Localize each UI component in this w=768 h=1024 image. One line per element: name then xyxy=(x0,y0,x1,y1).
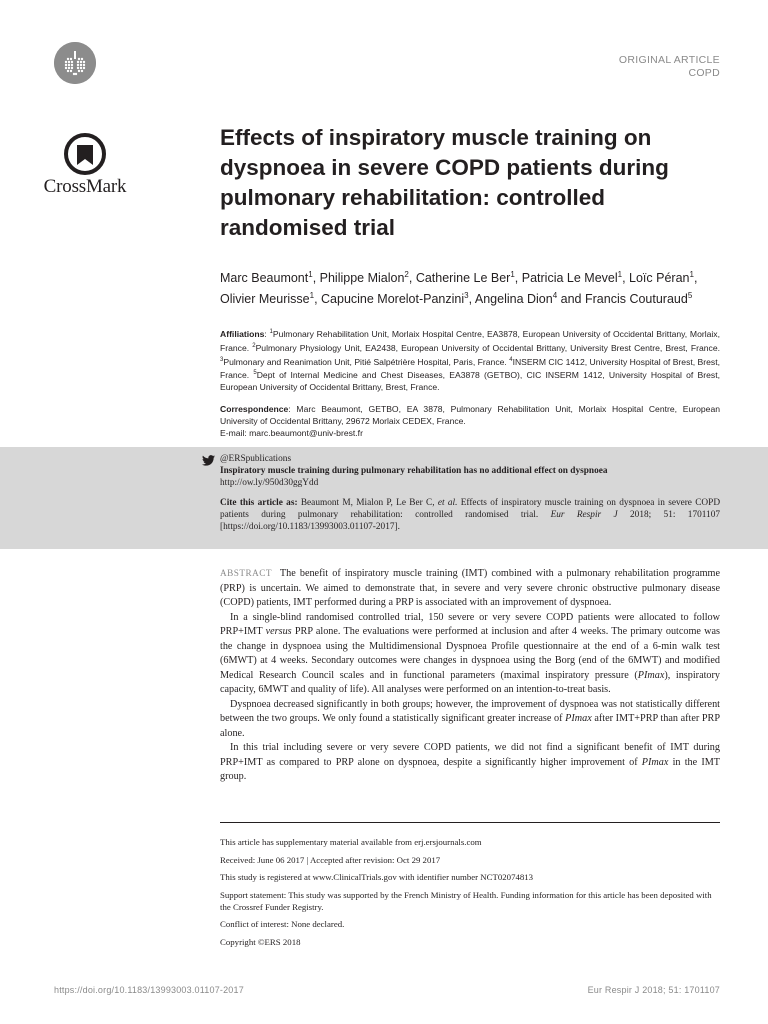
affiliations-label: Affiliations xyxy=(220,328,265,339)
citation xyxy=(220,497,720,533)
article-title: Effects of inspiratory muscle training on dyspnoea in severe COPD patients during pulmonary rehabilitation: controlled randomised trial xyxy=(220,125,669,240)
citation-label: Cite this article as: xyxy=(220,498,298,508)
crossmark-label: CrossMark xyxy=(43,176,127,197)
author-name: Philippe Mialon$^2$ xyxy=(319,270,409,286)
section-divider xyxy=(220,822,720,823)
author-conjunction: and xyxy=(560,292,582,307)
correspondence-email[interactable]: E-mail: marc.beaumont@univ-brest.fr xyxy=(220,428,363,438)
article-notes xyxy=(220,836,720,953)
abstract-paragraph xyxy=(220,698,720,742)
article-type-label: ORIGINAL ARTICLE xyxy=(618,54,720,66)
twitter-handle[interactable]: @ERSpublications xyxy=(220,454,292,464)
abstract-pimax: PImax xyxy=(637,669,665,681)
tweet-link[interactable]: http://ow.ly/950d30ggYdd xyxy=(220,478,319,488)
citation-journal: Eur Respir J xyxy=(550,510,618,520)
affiliation-text: Dept of Internal Medicine and Chest Diseases, EA3878 (GETBO), CIC INSERM 1412, University Hospital of Brest, European University of Occidental Brittany, Brest, France. xyxy=(220,370,720,393)
crossmark-icon xyxy=(64,133,106,175)
tweet-text: Inspiratory muscle training during pulmonary rehabilitation has no additional effect on dyspnoea xyxy=(220,466,608,476)
abstract-p2b-text: PRP alone. The evaluations were performed at inclusion and after 4 weeks. The primary outcome was the change in dyspnoea using the Multidimensional Dyspnoea Profile questionnaire at the end of a 6-min walk test (6MWT) at 4 weeks. Secondary outcomes were changes in dyspnoea using the Borg (end of the 6MWT) and modified Medical Research Council scales and in functional parameters (maximal inspiratory pressure ( xyxy=(220,626,721,681)
author-affiliation-marker: 1 xyxy=(308,270,313,279)
summary-band-content xyxy=(220,453,720,533)
footer-journal: Eur Respir J 2018; 51: 1701107 xyxy=(587,985,720,995)
summary-band xyxy=(0,447,768,549)
article-type xyxy=(619,54,720,80)
affiliation-text: Pulmonary Rehabilitation Unit, Morlaix Hospital Centre, EA3878, European University of Occidental Brittany, Morlaix, France. xyxy=(220,328,720,353)
author-name: Catherine Le Ber$^1$ xyxy=(415,270,515,286)
citation-details[interactable]: 2018; 51: 1701107 [https://doi.org/10.1183/13993003.01107-2017]. xyxy=(220,510,720,532)
abstract-p2c-text: ), inspiratory capacity, 6MWT and quality of life). All analyses were performed on an intention-to-treat basis. xyxy=(220,669,720,695)
abstract-pimax: PImax xyxy=(641,756,669,768)
author-list: Marc Beaumont$^1$, Philippe Mialon$^2$, Catherine Le Ber$^1$, Patricia Le Mevel$^1$, Loïc Péran$^1$, Olivier Meurisse$^1$, Capucine Morelot-Panzini$^3$, Angelina Dion$^4$ and Francis Couturaud$^5$ xyxy=(220,270,698,307)
citation-authors: Beaumont M, Mialon P, Le Ber C, xyxy=(300,498,435,508)
affiliation-text: INSERM CIC 1412, University Hospital of Brest, Brest, France. xyxy=(220,356,721,381)
correspondence: Correspondence: Marc Beaumont, GETBO, EA 3878, Pulmonary Rehabilitation Unit, Morlaix Hospital Centre, European University of Occidental Brittany, 29672 Morlaix CEDEX, France. E-mail: marc.beaumont@univ-brest.fr xyxy=(220,404,721,438)
author-name: Marc Beaumont$^1$ xyxy=(220,270,313,286)
affiliation-number: 2 xyxy=(252,342,256,349)
affiliation-number: 3 xyxy=(220,356,224,363)
abstract-p4b-text: in the IMT group. xyxy=(220,756,721,782)
received-dates: Received: June 06 2017 | Accepted after revision: Oct 29 2017 xyxy=(220,854,441,865)
abstract-p3b-text: after IMT+PRP than after PRP alone. xyxy=(220,713,720,739)
affiliation-number: 4 xyxy=(509,356,513,363)
crossmark-badge[interactable] xyxy=(42,133,128,198)
ers-logo xyxy=(54,42,96,84)
author-name: Angelina Dion$^4$ xyxy=(474,291,558,307)
abstract-p4a-text: In this trial including severe or very severe COPD patients, we did not find a significant benefit of IMT during PRP+IMT as compared to PRP alone on dyspnoea, despite a significantly higher improvement of xyxy=(220,742,720,768)
abstract-paragraph xyxy=(220,611,720,698)
author-affiliation-marker: 1 xyxy=(689,270,694,279)
citation-etal: et al. xyxy=(437,498,458,508)
author-name: Olivier Meurisse$^1$ xyxy=(220,291,315,307)
abstract-p1-text: The benefit of inspiratory muscle training (IMT) combined with a pulmonary rehabilitation programme (PRP) is uncertain. We aimed to demonstrate that, in severe and very severe chronic obstructive pulmonary disease (COPD) patients, IMT performed during a PRP is associated with an improvement of dyspnoea. xyxy=(220,568,720,608)
author-affiliation-marker: 5 xyxy=(687,291,693,301)
abstract-p2a-text: In a single-blind randomised controlled trial, 150 severe or very severe COPD patients were allocated to follow PRP+IMT xyxy=(220,611,720,637)
twitter-bird-icon xyxy=(202,453,215,464)
abstract-p3a-text: Dyspnoea decreased significantly in both groups; however, the improvement of dyspnoea was not statistically different between the two groups. We only found a statistically significant greater increase of xyxy=(220,698,720,724)
author-name: Loïc Péran$^1$ xyxy=(629,270,694,286)
copyright: Copyright ©ERS 2018 xyxy=(220,936,301,947)
conflict-statement: Conflict of interest: None declared. xyxy=(220,919,345,929)
abstract-versus: versus xyxy=(265,626,292,637)
author-affiliation-marker: 4 xyxy=(552,291,558,301)
article-category: COPD xyxy=(688,67,720,79)
abstract-paragraph xyxy=(220,566,720,611)
registration-note: This study is registered at www.ClinicalTrials.gov with identifier number NCT02074813 xyxy=(220,872,534,882)
support-statement: Support statement: This study was supported by the French Ministry of Health. Funding information for this article has been deposited with the Crossref Funder Registry. xyxy=(220,889,712,912)
affiliation-number: 5 xyxy=(253,370,257,377)
abstract-pimax: PImax xyxy=(565,713,592,724)
abstract-label: ABSTRACT xyxy=(220,568,272,578)
ers-lungs-icon xyxy=(54,42,96,84)
affiliations: Affiliations: $^1$Pulmonary Rehabilitation Unit, Morlaix Hospital Centre, EA3878, European University of Occidental Brittany, Morlaix, France. $^2$Pulmonary Physiology Unit, EA2438, European University of Occidental Brittany, University Brest Centre, Brest, France. $^3$Pulmonary and Reanimation Unit, Pitié Salpétrière Hospital, Paris, France. $^4$INSERM CIC 1412, University Hospital of Brest, Brest, France. $^5$Dept of Internal Medicine and Chest Diseases, EA3878 (GETBO), CIC INSERM 1412, University Hospital of Brest, European University of Occidental Brittany, Brest, France. xyxy=(220,328,721,393)
correspondence-text: Marc Beaumont, GETBO, EA 3878, Pulmonary Rehabilitation Unit, Morlaix Hospital Centre, European University of Occidental Brittany, 29672 Morlaix CEDEX, France. xyxy=(220,404,721,426)
citation-text: Effects of inspiratory muscle training on dyspnoea in severe COPD patients during pulmonary rehabilitation: controlled randomised trial. xyxy=(220,498,721,520)
supplementary-note: This article has supplementary material available from erj.ersjournals.com xyxy=(220,837,482,847)
footer-doi[interactable]: https://doi.org/10.1183/13993003.01107-2017 xyxy=(54,985,244,995)
author-affiliation-marker: 3 xyxy=(464,291,469,301)
affiliations-text xyxy=(220,329,720,393)
author-affiliation-marker: 2 xyxy=(404,270,409,279)
abstract-paragraph xyxy=(220,741,720,785)
author-affiliation-marker: 1 xyxy=(309,291,315,301)
author-name: Capucine Morelot-Panzini$^3$ xyxy=(321,291,469,307)
author-affiliation-marker: 1 xyxy=(510,270,515,279)
abstract xyxy=(220,566,720,785)
correspondence-label: Correspondence xyxy=(220,404,289,414)
author-name: Patricia Le Mevel$^1$ xyxy=(521,270,623,286)
affiliation-number: 1 xyxy=(269,329,273,335)
affiliation-text: Pulmonary Physiology Unit, EA2438, European University of Occidental Brittany, University Brest Centre, Brest, France. xyxy=(255,342,720,353)
author-affiliation-marker: 1 xyxy=(617,270,623,279)
affiliation-text: Pulmonary and Reanimation Unit, Pitié Salpétrière Hospital, Paris, France. xyxy=(223,356,507,367)
author-name: Francis Couturaud$^5$ xyxy=(585,291,693,307)
